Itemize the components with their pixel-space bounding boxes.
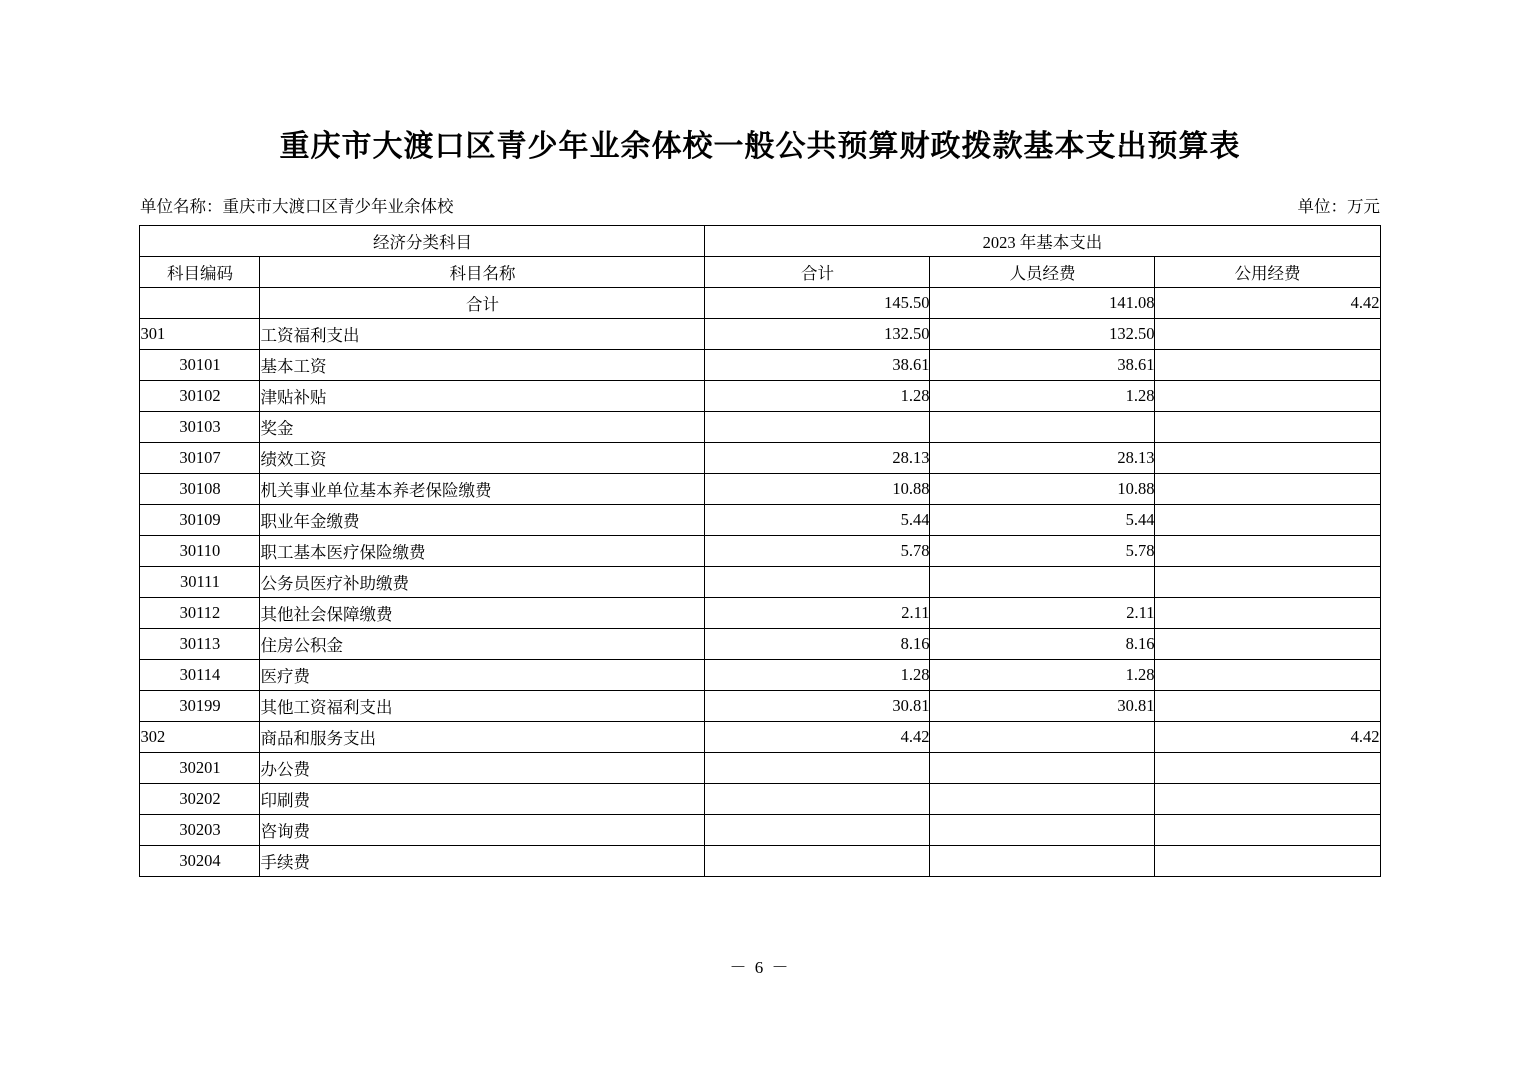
cell-subject-name: 商品和服务支出: [260, 721, 705, 752]
table-row: [140, 535, 1380, 566]
cell-total: 1.28: [705, 659, 930, 690]
cell-public: [1155, 442, 1380, 473]
cell-subject-name: 职工基本医疗保险缴费: [260, 535, 705, 566]
cell-personnel: 38.61: [930, 349, 1155, 380]
cell-total: [705, 845, 930, 876]
cell-public: [1155, 814, 1380, 845]
cell-subject-code: 30103: [140, 411, 260, 442]
table-row: [140, 473, 1380, 504]
table-body: [140, 287, 1380, 876]
group-header-basic-expenditure: 2023 年基本支出: [705, 225, 1380, 256]
table-group-header-row: [140, 225, 1380, 256]
table-row: [140, 597, 1380, 628]
cell-personnel: [930, 783, 1155, 814]
cell-personnel: 28.13: [930, 442, 1155, 473]
cell-subject-name: 手续费: [260, 845, 705, 876]
cell-personnel: [930, 752, 1155, 783]
cell-personnel: [930, 411, 1155, 442]
column-header-personnel: 人员经费: [930, 256, 1155, 287]
page-title: 重庆市大渡口区青少年业余体校一般公共预算财政拨款基本支出预算表: [279, 130, 1241, 163]
cell-subject-name: 合计: [260, 287, 705, 318]
cell-total: [705, 566, 930, 597]
cell-subject-name: 医疗费: [260, 659, 705, 690]
cell-public: [1155, 380, 1380, 411]
cell-total: 5.44: [705, 504, 930, 535]
cell-personnel: [930, 845, 1155, 876]
cell-public: [1155, 628, 1380, 659]
cell-personnel: 5.44: [930, 504, 1155, 535]
table-row: [140, 721, 1380, 752]
cell-personnel: 8.16: [930, 628, 1155, 659]
column-header-public: 公用经费: [1155, 256, 1380, 287]
cell-subject-code: 302: [140, 721, 260, 752]
table-row: [140, 814, 1380, 845]
cell-subject-name: 住房公积金: [260, 628, 705, 659]
cell-total: [705, 814, 930, 845]
cell-public: [1155, 411, 1380, 442]
cell-total: [705, 783, 930, 814]
cell-personnel: 5.78: [930, 535, 1155, 566]
cell-subject-code: [140, 287, 260, 318]
cell-public: [1155, 752, 1380, 783]
cell-total: 4.42: [705, 721, 930, 752]
cell-subject-name: 津贴补贴: [260, 380, 705, 411]
cell-total: 5.78: [705, 535, 930, 566]
cell-personnel: 1.28: [930, 659, 1155, 690]
table-row: [140, 659, 1380, 690]
table-row: [140, 845, 1380, 876]
table-row: [140, 566, 1380, 597]
cell-subject-name: 其他社会保障缴费: [260, 597, 705, 628]
table-header: [140, 225, 1380, 287]
table-row: [140, 318, 1380, 349]
cell-subject-name: 公务员医疗补助缴费: [260, 566, 705, 597]
column-header-name: 科目名称: [260, 256, 705, 287]
cell-public: [1155, 659, 1380, 690]
cell-public: [1155, 597, 1380, 628]
cell-personnel: 141.08: [930, 287, 1155, 318]
table-row: [140, 628, 1380, 659]
table-row: [140, 380, 1380, 411]
cell-public: [1155, 349, 1380, 380]
column-header-total: 合计: [705, 256, 930, 287]
cell-subject-name: 其他工资福利支出: [260, 690, 705, 721]
group-header-economic-category: 经济分类科目: [140, 225, 705, 256]
cell-subject-code: 30102: [140, 380, 260, 411]
table-row: [140, 349, 1380, 380]
cell-subject-name: 咨询费: [260, 814, 705, 845]
cell-subject-name: 基本工资: [260, 349, 705, 380]
cell-total: 2.11: [705, 597, 930, 628]
cell-total: 132.50: [705, 318, 930, 349]
cell-personnel: 10.88: [930, 473, 1155, 504]
cell-subject-code: 30204: [140, 845, 260, 876]
cell-subject-code: 30107: [140, 442, 260, 473]
cell-personnel: 1.28: [930, 380, 1155, 411]
table-row: [140, 411, 1380, 442]
cell-subject-code: 30201: [140, 752, 260, 783]
cell-total: 38.61: [705, 349, 930, 380]
table-row: [140, 442, 1380, 473]
cell-subject-code: 30112: [140, 597, 260, 628]
cell-subject-code: 30109: [140, 504, 260, 535]
cell-subject-code: 30101: [140, 349, 260, 380]
cell-total: [705, 411, 930, 442]
table-row: [140, 504, 1380, 535]
cell-total: 10.88: [705, 473, 930, 504]
cell-public: [1155, 845, 1380, 876]
unit-measure-label: 单位：万元: [1297, 196, 1380, 216]
cell-public: [1155, 504, 1380, 535]
table-column-header-row: [140, 256, 1380, 287]
cell-subject-code: 30108: [140, 473, 260, 504]
cell-total: [705, 752, 930, 783]
table-row: [140, 690, 1380, 721]
page-number: － 6 －: [729, 958, 791, 977]
cell-public: [1155, 783, 1380, 814]
cell-subject-code: 301: [140, 318, 260, 349]
cell-public: [1155, 318, 1380, 349]
cell-public: 4.42: [1155, 287, 1380, 318]
cell-subject-code: 30114: [140, 659, 260, 690]
cell-total: 28.13: [705, 442, 930, 473]
cell-subject-name: 办公费: [260, 752, 705, 783]
table-row: [140, 783, 1380, 814]
table-row: [140, 287, 1380, 318]
cell-personnel: [930, 721, 1155, 752]
cell-total: 30.81: [705, 690, 930, 721]
cell-subject-name: 机关事业单位基本养老保险缴费: [260, 473, 705, 504]
cell-subject-code: 30203: [140, 814, 260, 845]
table-meta: [140, 196, 1380, 217]
cell-subject-name: 职业年金缴费: [260, 504, 705, 535]
table-row: [140, 752, 1380, 783]
cell-total: 1.28: [705, 380, 930, 411]
cell-personnel: 132.50: [930, 318, 1155, 349]
cell-subject-code: 30110: [140, 535, 260, 566]
cell-public: 4.42: [1155, 721, 1380, 752]
cell-subject-name: 工资福利支出: [260, 318, 705, 349]
cell-subject-name: 绩效工资: [260, 442, 705, 473]
unit-name-label: 单位名称：重庆市大渡口区青少年业余体校: [140, 196, 454, 216]
cell-personnel: 2.11: [930, 597, 1155, 628]
cell-total: 8.16: [705, 628, 930, 659]
column-header-code: 科目编码: [140, 256, 260, 287]
cell-personnel: [930, 814, 1155, 845]
cell-subject-name: 印刷费: [260, 783, 705, 814]
cell-subject-code: 30113: [140, 628, 260, 659]
cell-subject-name: 奖金: [260, 411, 705, 442]
cell-subject-code: 30202: [140, 783, 260, 814]
cell-public: [1155, 473, 1380, 504]
cell-subject-code: 30199: [140, 690, 260, 721]
cell-personnel: 30.81: [930, 690, 1155, 721]
cell-personnel: [930, 566, 1155, 597]
cell-public: [1155, 690, 1380, 721]
cell-subject-code: 30111: [140, 566, 260, 597]
budget-table: [139, 225, 1380, 877]
cell-public: [1155, 535, 1380, 566]
cell-public: [1155, 566, 1380, 597]
cell-total: 145.50: [705, 287, 930, 318]
